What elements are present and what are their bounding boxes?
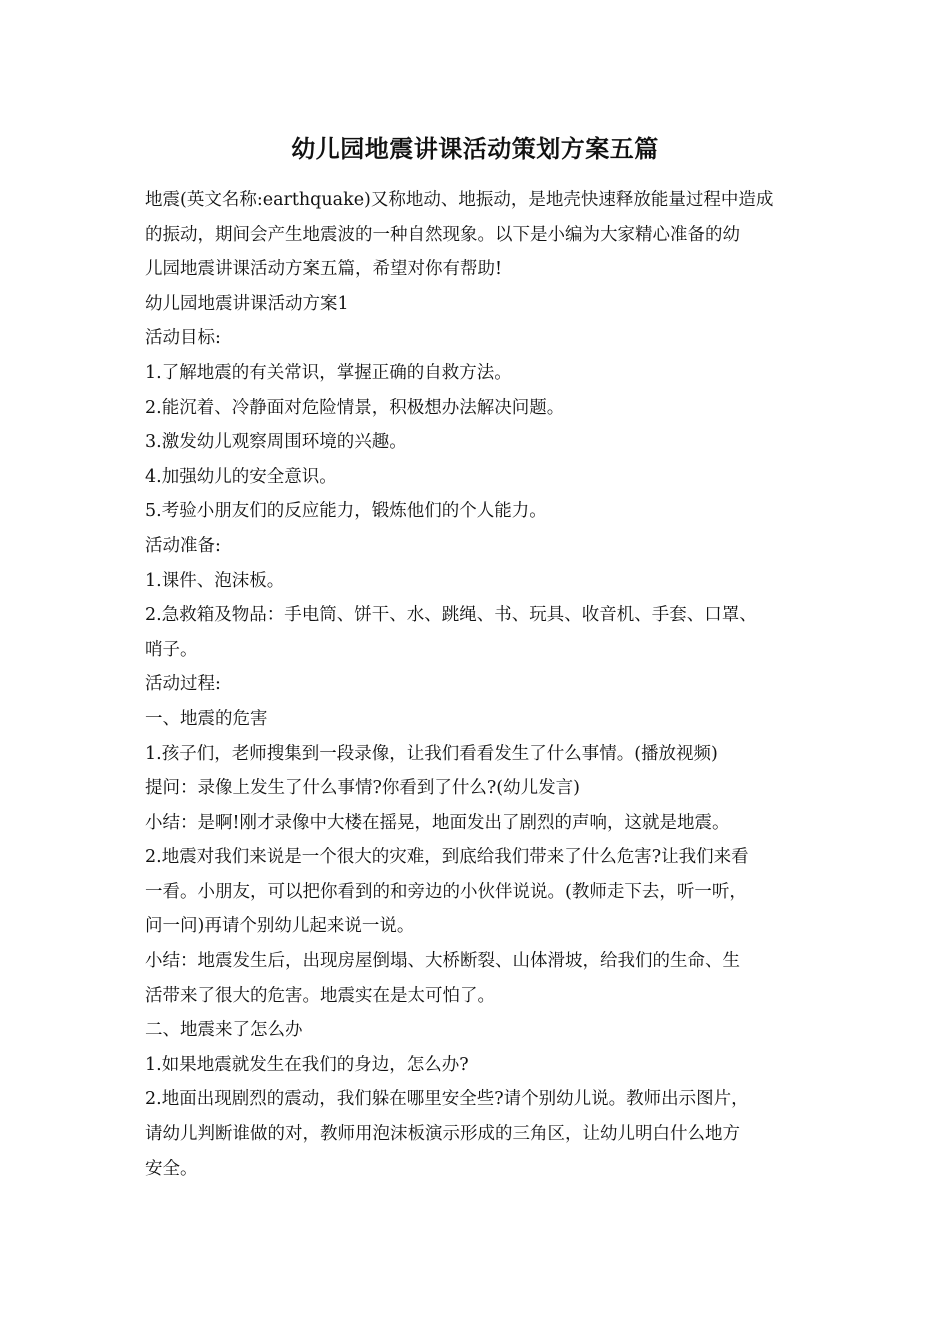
text-line: 地震(英文名称:earthquake)又称地动、地振动，是地壳快速释放能量过程中造成 xyxy=(145,190,774,210)
text-line: 请幼儿判断谁做的对，教师用泡沫板演示形成的三角区，让幼儿明白什么地方 xyxy=(145,1124,740,1145)
text-line: 的振动，期间会产生地震波的一种自然现象。以下是小编为大家精心准备的幼 xyxy=(145,224,740,245)
list-item: 1.如果地震就发生在我们的身边，怎么办? xyxy=(145,1054,469,1075)
text-line: 一看。小朋友，可以把你看到的和旁边的小伙伴说说。(教师走下去，听一听， xyxy=(145,881,747,902)
subheading: 活动过程: xyxy=(145,674,221,695)
list-item: 2.急救箱及物品：手电筒、饼干、水、跳绳、书、玩具、收音机、手套、口罩、 xyxy=(145,605,757,626)
subheading: 二、地震来了怎么办 xyxy=(145,1020,303,1041)
list-item: 1.了解地震的有关常识，掌握正确的自救方法。 xyxy=(145,362,512,383)
subheading: 活动目标: xyxy=(145,328,221,349)
list-item: 2.能沉着、冷静面对危险情景，积极想办法解决问题。 xyxy=(145,397,565,418)
text-line: 儿园地震讲课活动方案五篇，希望对你有帮助! xyxy=(145,259,503,280)
text-line: 提问：录像上发生了什么事情?你看到了什么?(幼儿发言) xyxy=(145,778,580,799)
text-line: 小结：地震发生后，出现房屋倒塌、大桥断裂、山体滑坡，给我们的生命、生 xyxy=(145,951,740,972)
list-item: 1.孩子们，老师搜集到一段录像，让我们看看发生了什么事情。(播放视频) xyxy=(145,743,718,764)
list-item: 4.加强幼儿的安全意识。 xyxy=(145,466,337,487)
text-line: 哨子。 xyxy=(145,639,198,660)
text-line: 问一问)再请个别幼儿起来说一说。 xyxy=(145,916,415,937)
text-line: 安全。 xyxy=(145,1158,198,1179)
list-item: 3.激发幼儿观察周围环境的兴趣。 xyxy=(145,432,407,453)
list-item: 1.课件、泡沫板。 xyxy=(145,570,285,591)
subheading: 活动准备: xyxy=(145,535,221,556)
list-item: 2.地面出现剧烈的震动，我们躲在哪里安全些?请个别幼儿说。教师出示图片， xyxy=(145,1089,749,1110)
document-body xyxy=(145,183,810,1186)
list-item: 5.考验小朋友们的反应能力，锻炼他们的个人能力。 xyxy=(145,501,547,522)
section-heading: 幼儿园地震讲课活动方案1 xyxy=(145,293,349,314)
list-item: 2.地震对我们来说是一个很大的灾难，到底给我们带来了什么危害?让我们来看 xyxy=(145,847,749,868)
document-title: 幼儿园地震讲课活动策划方案五篇 xyxy=(291,134,659,163)
text-line: 活带来了很大的危害。地震实在是太可怕了。 xyxy=(145,985,495,1006)
text-line: 小结：是啊!刚才录像中大楼在摇晃，地面发出了剧烈的声响，这就是地震。 xyxy=(145,812,730,833)
subheading: 一、地震的危害 xyxy=(145,708,268,729)
